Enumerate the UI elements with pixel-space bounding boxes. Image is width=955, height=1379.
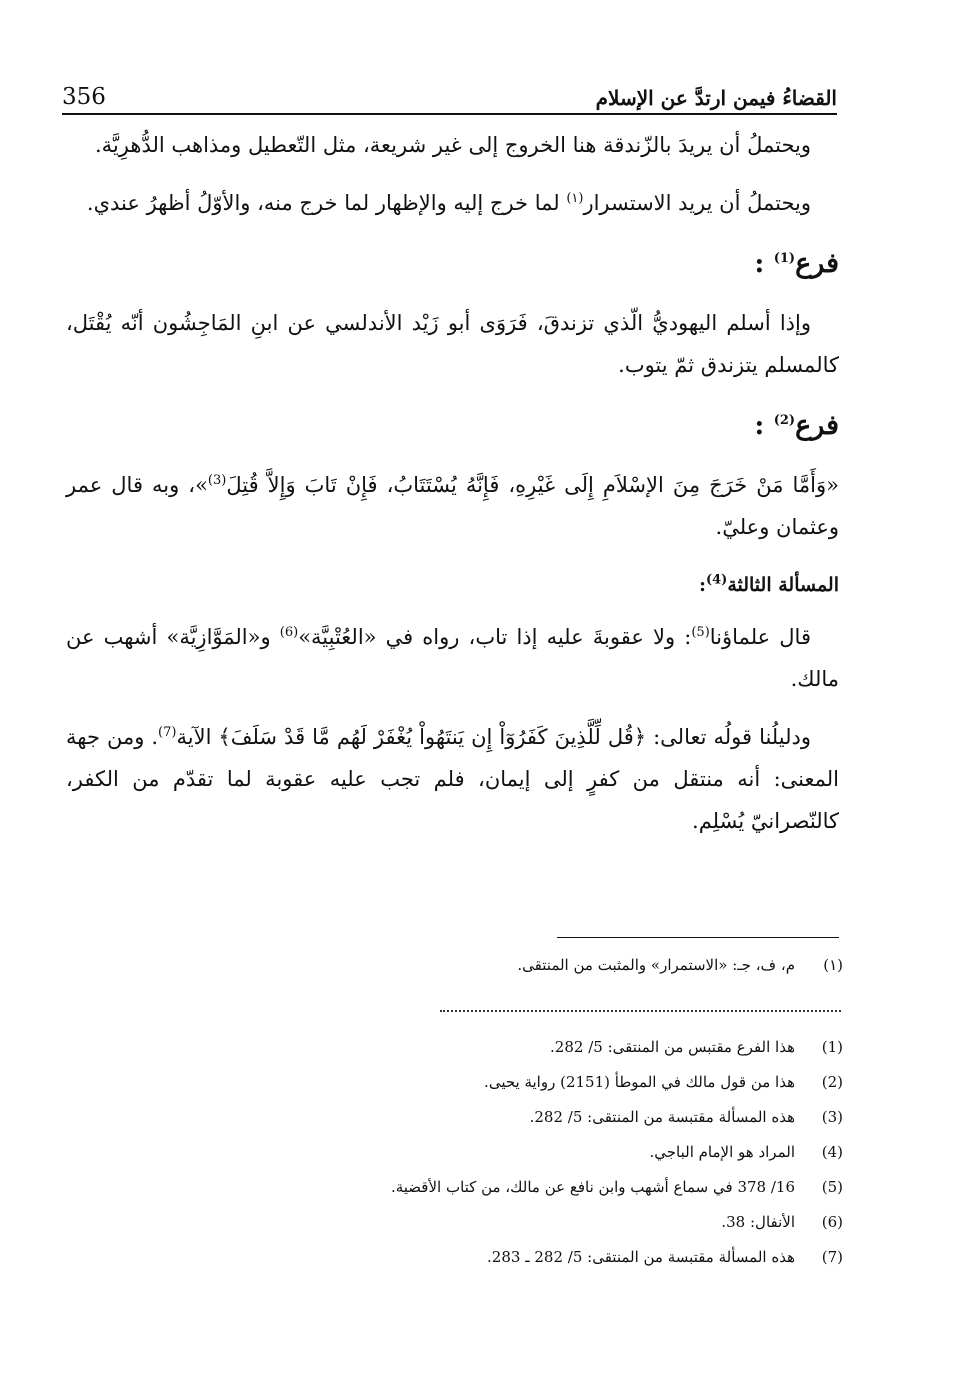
footnote-ref-2[interactable]: (2) xyxy=(773,413,796,428)
editor-note-list xyxy=(120,948,843,983)
page-number: 356 xyxy=(62,84,106,110)
footnote-number: (2) xyxy=(821,1073,843,1091)
footnote-item xyxy=(120,1240,843,1275)
footnote-item xyxy=(120,1205,843,1240)
issue-heading-3: المسألة الثالثة$^{(4)}$: xyxy=(698,572,839,596)
footnote-ref-6[interactable]: (6) xyxy=(279,625,299,640)
paragraph-jew-zandaqa: وإذا أسلم اليهوديُّ الّذي تزندقَ، فَرَوَى أبو زَيْد الأندلسي عن ابنِ المَاجِشُون أنّه يُقْتَل، كالمسلم يتزندق ثمّ يتوب. xyxy=(66,311,839,377)
paragraph-zandaqa-meaning: ويحتملُ أن يريدَ بالزّندقة هنا الخروج إلى غير شريعة، مثل التّعطيل ومذاهب الدُّهرِيَّة. xyxy=(95,133,811,157)
footnote-item xyxy=(120,1030,843,1065)
footnote-text: المراد هو الإمام الباجي. xyxy=(649,1143,795,1161)
footnote-text: هذه المسألة مقتبسة من المنتقى: 5/ 282. xyxy=(529,1108,795,1126)
footnote-item xyxy=(120,1135,843,1170)
footnote-text: الأنفال: 38. xyxy=(721,1213,795,1231)
paragraph-evidence: ودليلُنا قولُه تعالى: ﴿قُل لِّلَّذِينَ كَفَرُوٓاْ إِن يَنتَهُواْ يُغْفَرْ لَهُم مَّا قَدْ سَلَفَ﴾ الآية$^{(7)}$. ومن جهة المعنى: أنه منتقل من كفرٍ إلى إيمان، فلم تجب عليه عقوبة لما تقدّم من الكفر، كالنّصرانيّ يُسْلِم. xyxy=(66,725,839,833)
footnote-number: (7) xyxy=(821,1248,843,1266)
running-title: القضاءُ فيمن ارتدَّ عن الإسلام xyxy=(595,86,837,110)
footnote-text: هذا الفرع مقتبس من المنتقى: 5/ 282. xyxy=(550,1038,795,1056)
editor-note-text: م، ف، جـ: «الاستمرار» والمثبت من المنتقى. xyxy=(517,956,795,974)
branch-heading-1: فرع$^{(1)}$ : xyxy=(754,248,839,279)
footnote-list xyxy=(120,1030,843,1275)
branch-heading-2: فرع$^{(2)}$ : xyxy=(754,410,839,441)
footnote-number: (3) xyxy=(821,1108,843,1126)
footnote-ref-4[interactable]: (4) xyxy=(705,572,728,588)
editor-note-number: (١) xyxy=(823,956,843,974)
main-text xyxy=(66,124,839,858)
footnote-ref-7[interactable]: (7) xyxy=(158,725,177,740)
footnote-number: (6) xyxy=(821,1213,843,1231)
editor-note xyxy=(120,948,843,983)
footnote-number: (1) xyxy=(821,1038,843,1056)
paragraph-scholars: قال علماؤنا$^{(5)}$: ولا عقوبةَ عليه إذا تاب، رواه في «العُتْبِيَّة»$^{(6)}$ و«المَوَّازِيَّة» أشهب عن مالك. xyxy=(66,625,839,691)
footnote-rule xyxy=(557,937,839,938)
paragraph-istisrar: ويحتملُ أن يريد الاستسرار$^{(١)}$ لما خرج إليه والإظهار لما خرج منه، والأوّلُ أظهرُ عندي. xyxy=(86,191,811,215)
page-header xyxy=(62,70,837,110)
footnote-ref-3[interactable]: (3) xyxy=(207,473,227,488)
footnote-item xyxy=(120,1065,843,1100)
footnote-text: 16/ 378 في سماع أشهب وابن نافع عن مالك، من كتاب الأقضية. xyxy=(390,1178,795,1196)
footnote-text: هذه المسألة مقتبسة من المنتقى: 5/ 282 ـ 283. xyxy=(487,1248,795,1266)
editor-note-ref[interactable]: (١) xyxy=(566,191,584,206)
footnote-number: (5) xyxy=(821,1178,843,1196)
paragraph-apostasy-quote: «وَأَمَّا مَنْ خَرَجَ مِنَ الإسْلاَمِ إِلَى غَيْرِهِ، فَإِنَّهُ يُسْتَتَابُ، فَإِنْ تَابَ وَإِلاَّ قُتِلَ$^{(3)}$»، وبه قال عمر وعثمان وعليّ. xyxy=(66,473,839,539)
footnote-text: هذا من قول مالك في الموطأ (2151) رواية يحيى. xyxy=(484,1073,795,1091)
footnote-ref-5[interactable]: (5) xyxy=(691,625,710,640)
footnote-ref-1[interactable]: (1) xyxy=(773,251,796,266)
header-rule xyxy=(62,113,837,115)
dotted-separator xyxy=(440,1010,841,1012)
footnote-item xyxy=(120,1170,843,1205)
footnote-item xyxy=(120,1100,843,1135)
footnote-number: (4) xyxy=(821,1143,843,1161)
